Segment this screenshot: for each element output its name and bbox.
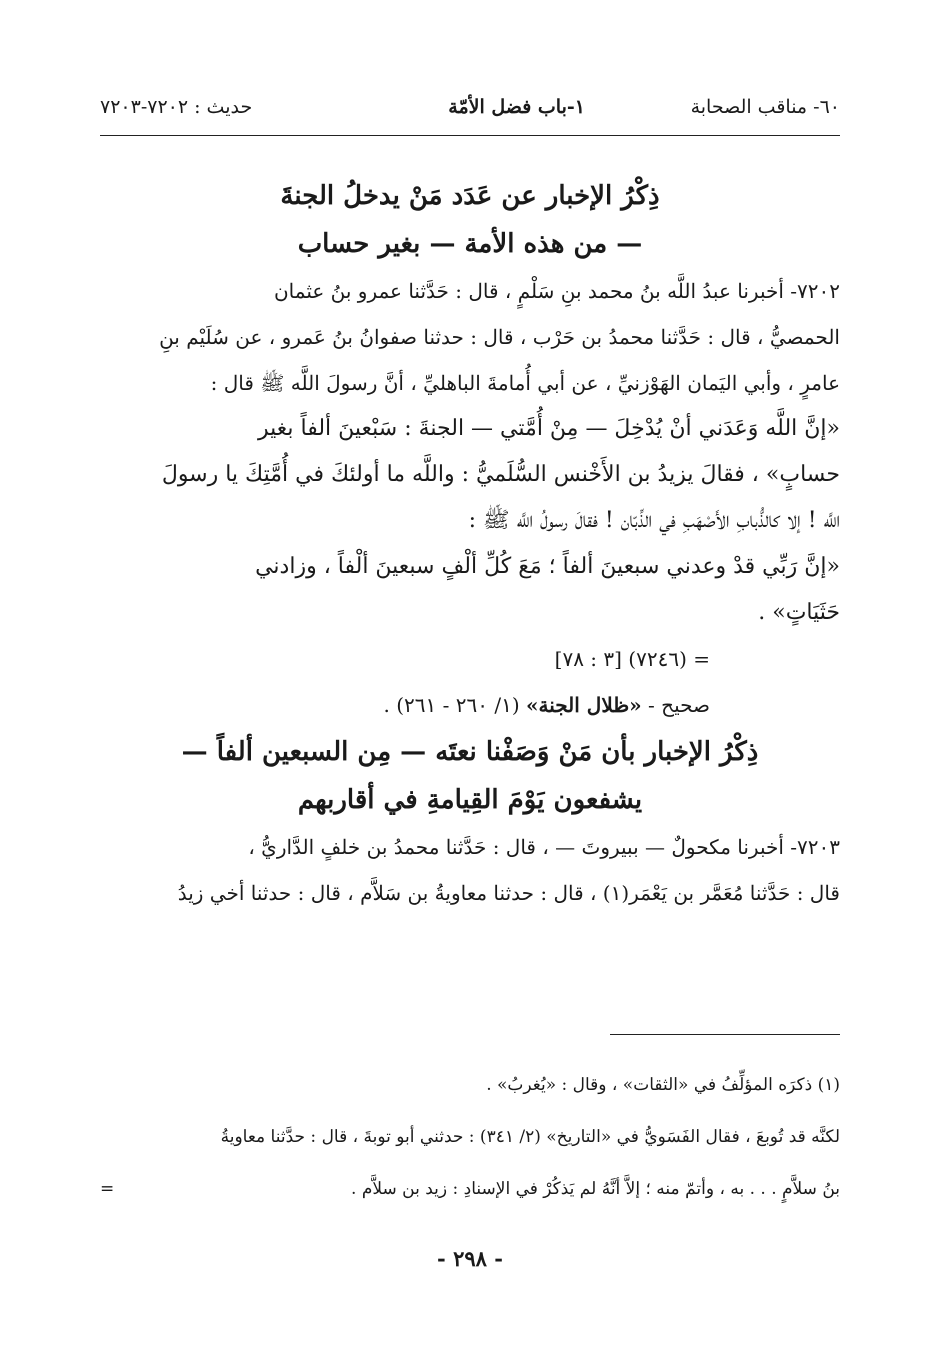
grade-pages: (١/ ٢٦٠ - ٢٦١) . bbox=[383, 693, 520, 717]
section-heading-2-line-1: ذِكْرُ الإخبار بأن مَنْ وَصَفْنا نعتَه — مِن السبعين ألفاً — bbox=[181, 737, 759, 767]
header-section-title: ١-باب فضل الأمّة bbox=[448, 96, 585, 118]
hadith-7202-matn-line-5: حَثَيَاتٍ» . bbox=[758, 600, 840, 625]
hadith-7202-isnad-line-2: الحمصيُّ ، قال : حَدَّثنا محمدُ بن حَرْب ، قال : حدثنا صفوانُ بنُ عَمرو ، عن سُلَيْم بنِ bbox=[159, 325, 840, 349]
section-heading-1-line-1: ذِكْرُ الإخبار عن عَدَد مَنْ يدخلُ الجنةَ bbox=[280, 181, 660, 211]
hadith-7202-matn-line-1: «إنَّ اللَّه وَعَدَني أنْ يُدْخِلَ — مِنْ أُمَّتي — الجنةَ : سَبْعينَ ألفاً بغير bbox=[258, 416, 840, 441]
page-number: - ٢٩٨ - bbox=[437, 1246, 503, 1271]
footnote-1: (١) ذكرَه المؤلِّفُ في «الثقات» ، وقال : «يُغربُ» . bbox=[486, 1075, 840, 1095]
continuation-mark: = bbox=[100, 1179, 115, 1199]
header-hadith-range: حديث : ٧٢٠٢-٧٢٠٣ bbox=[100, 96, 253, 118]
footnote-divider bbox=[610, 1034, 840, 1035]
hadith-7202-isnad-line-3: عامرٍ ، وأبي اليَمان الهَوْزنيِّ ، عن أبي أُمامةَ الباهليِّ ، أنَّ رسولَ اللَّه ﷺ قال : bbox=[210, 371, 840, 395]
header-divider bbox=[100, 135, 840, 136]
footnote-line-text: بنُ سلاَّمٍ . . . به ، وأتمّ منه ؛ إلاَّ أنَّهُ لم يَذكُرْ في الإسنادِ : زيد بن سلاَّم . bbox=[351, 1179, 840, 1199]
hadith-7203-isnad-line-2: قال : حَدَّثنا مُعَمَّر بن يَعْمَر(١) ، قال : حدثنا معاويةُ بن سَلاَّم ، قال : حدثنا أخي زيدُ bbox=[177, 881, 840, 905]
footnote-1-continuation-line-1: لكنَّه قد تُوبعَ ، فقال الفَسَويُّ في «التاريخ» (٢/ ٣٤١) : حدثني أبو توبةَ ، قال : حدَّثنا معاويةُ bbox=[220, 1127, 840, 1147]
section-heading-2-line-2: يشفعون يَوْمَ القِيامةِ في أقاربهم bbox=[297, 785, 643, 815]
hadith-7202-reference bbox=[100, 636, 840, 682]
hadith-7202-isnad-line-1: ٧٢٠٢- أخبرنا عبدُ اللَّه بنُ محمد بنِ سَلْمٍ ، قال : حَدَّثنا عمرو بنُ عثمان bbox=[273, 279, 840, 303]
header-chapter-title: ٦٠- مناقب الصحابة bbox=[690, 96, 840, 118]
hadith-7203-isnad-line-1: ٧٢٠٣- أخبرنا مكحولٌ — ببيروتَ — ، قال : حَدَّثنا محمدُ بن خلفٍ الدَّاريُّ ، bbox=[248, 835, 840, 859]
grade-book-title: «ظلال الجنة» bbox=[526, 693, 642, 717]
hadith-7202-matn-line-3: اللَّه ! إلا كالذُّبابِ الأَصْهَبِ في الذِّبّان ! فقالَ رسولُ اللَّه ﷺ : bbox=[468, 508, 840, 533]
main-text bbox=[100, 172, 840, 916]
section-heading-1-line-2: — من هذه الأمة — بغير حساب bbox=[297, 229, 643, 259]
hadith-7202-matn-line-4: «إنَّ رَبِّي قدْ وعدني سبعينَ ألفاً ؛ مَعَ كُلِّ ألْفٍ سبعينَ ألْفاً ، وزادني bbox=[255, 554, 840, 579]
grade-label: صحيح - bbox=[648, 693, 710, 717]
hadith-7202-matn-line-2: حسابٍ» ، فقالَ يزيدُ بن الأَخْنس السُّلَميُّ : واللَّه ما أولئكَ في أُمَّتِكَ يا رسولَ bbox=[161, 462, 840, 487]
footnotes bbox=[100, 1066, 840, 1222]
running-header bbox=[100, 96, 840, 126]
hadith-7202-grade bbox=[100, 682, 840, 728]
footnote-1-continuation-line-2 bbox=[100, 1170, 840, 1208]
reference-text: = (٧٢٤٦) [٣ : ٧٨] bbox=[554, 647, 710, 671]
